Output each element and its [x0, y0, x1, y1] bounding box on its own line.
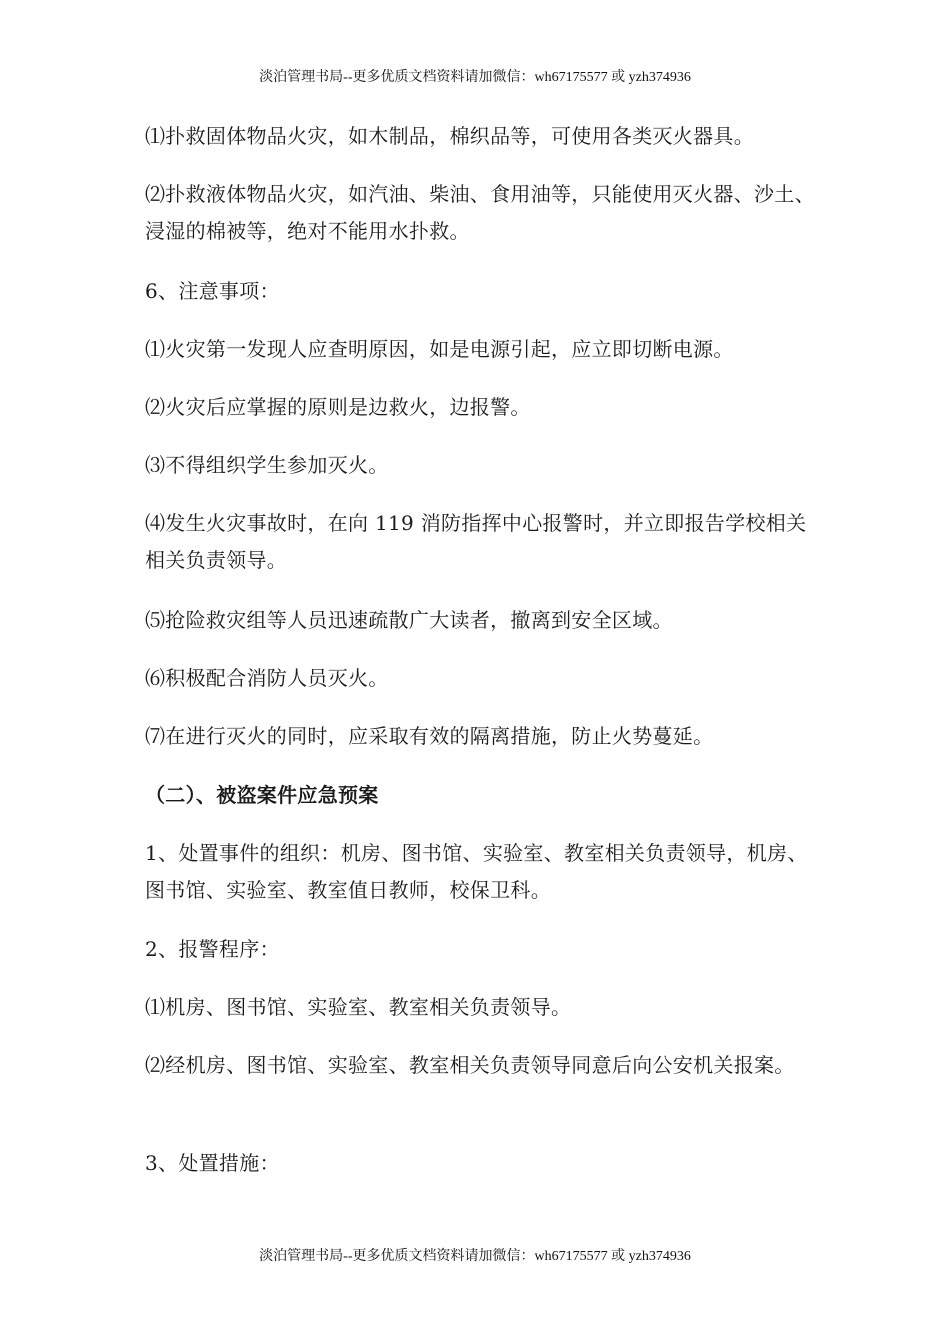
paragraph-organization: 1、处置事件的组织：机房、图书馆、实验室、教室相关负责领导，机房、图书馆、实验室、教室值日教师，校保卫科。 [145, 841, 808, 902]
paragraph-note-4: ⑷发生火灾事故时，在向 119 消防指挥中心报警时，并立即报告学校相关相关负责领导。 [145, 511, 807, 572]
paragraph-liquid-fire: ⑵扑救液体物品火灾，如汽油、柴油、食用油等，只能使用灭火器、沙土、浸湿的棉被等，绝对不能用水扑救。 [145, 182, 815, 243]
section-measures-title: 3、处置措施： [145, 1151, 280, 1175]
paragraph-note-3: ⑶不得组织学生参加灭火。 [145, 453, 389, 477]
paragraph-solid-fire: ⑴扑救固体物品火灾，如木制品，棉织品等，可使用各类灭火器具。 [145, 124, 754, 148]
paragraph-note-5: ⑸抢险救灾组等人员迅速疏散广大读者，撤离到安全区域。 [145, 608, 673, 632]
page-footer: 淡泊管理书局--更多优质文档资料请加微信：wh67175577 或 yzh374936 [259, 1249, 691, 1264]
section-heading-theft: （二）、被盗案件应急预案 [145, 783, 379, 807]
paragraph-alarm-2: ⑵经机房、图书馆、实验室、教室相关负责领导同意后向公安机关报案。 [145, 1053, 795, 1077]
page-header: 淡泊管理书局--更多优质文档资料请加微信：wh67175577 或 yzh374936 [259, 70, 691, 85]
paragraph-note-2: ⑵火灾后应掌握的原则是边救火，边报警。 [145, 395, 531, 419]
paragraph-note-6: ⑹积极配合消防人员灭火。 [145, 666, 389, 690]
section-alarm-title: 2、报警程序： [145, 937, 280, 961]
paragraph-alarm-1: ⑴机房、图书馆、实验室、教室相关负责领导。 [145, 995, 572, 1019]
section-notes-title: 6、注意事项： [145, 279, 280, 303]
paragraph-note-7: ⑺在进行灭火的同时，应采取有效的隔离措施，防止火势蔓延。 [145, 724, 714, 748]
paragraph-note-1: ⑴火灾第一发现人应查明原因，如是电源引起，应立即切断电源。 [145, 337, 734, 361]
